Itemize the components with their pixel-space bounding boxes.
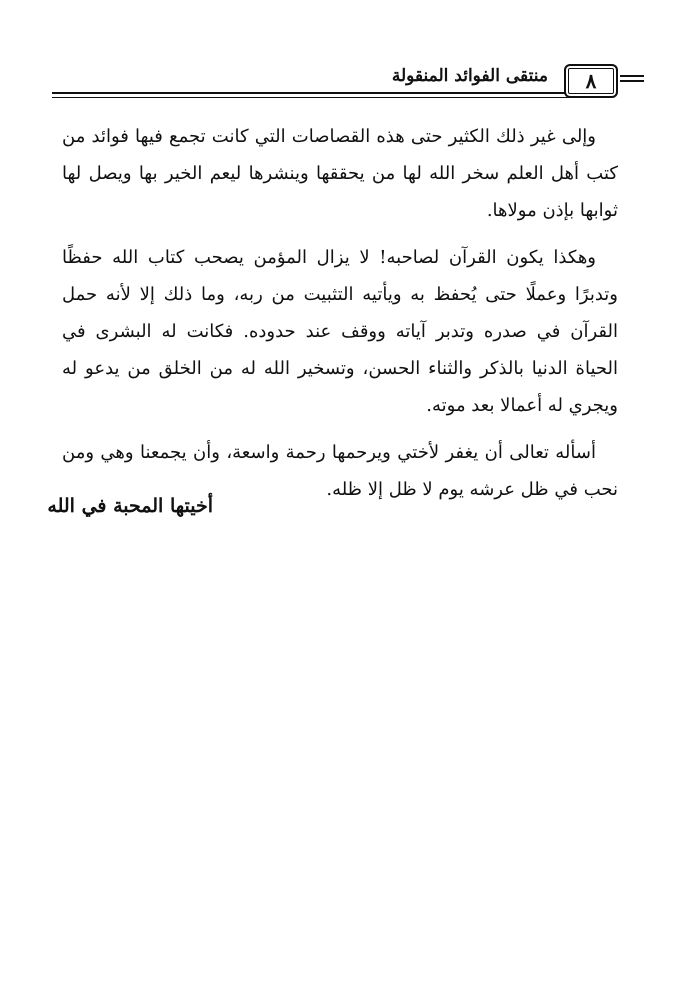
page-box-ornament-line-2 [620, 80, 644, 82]
paragraph-1: وإلى غير ذلك الكثير حتى هذه القصاصات التي كانت تجمع فيها فوائد من كتب أهل العلم سخر الله لها من يحققها وينشرها ليعم الخير بها ويصل لها ثوابها بإذن مولاها. [62, 126, 618, 221]
header-rule-thin [52, 97, 576, 98]
signature: أخيتها المحبة في الله [47, 495, 213, 517]
page-header [42, 58, 644, 102]
header-rule [52, 92, 576, 94]
page-box-ornament-line [620, 75, 644, 77]
paragraph-3: أسأله تعالى أن يغفر لأختي ويرحمها رحمة واسعة، وأن يجمعنا وهي ومن نحب في ظل عرشه يوم لا ظل إلا ظله. [62, 442, 618, 500]
paragraph-2: وهكذا يكون القرآن لصاحبه! لا يزال المؤمن يصحب كتاب الله حفظًا وتدبرًا وعملًا حتى يُحفظ به ويأتيه التثبيت من ربه، وما ذلك إلا لأنه حمل القرآن في صدره وتدبر آياته ووقف عند حدوده. فكانت له البشرى في الحياة الدنيا بالذكر والثناء الحسن، وتسخير الله له من الخلق من يدعو له ويجري له أعمالا بعد موته. [62, 247, 618, 416]
page-number: ٨ [585, 69, 597, 93]
page-number-box [564, 64, 618, 98]
book-title: منتقى الفوائد المنقولة [388, 66, 552, 86]
page-body [62, 118, 618, 518]
